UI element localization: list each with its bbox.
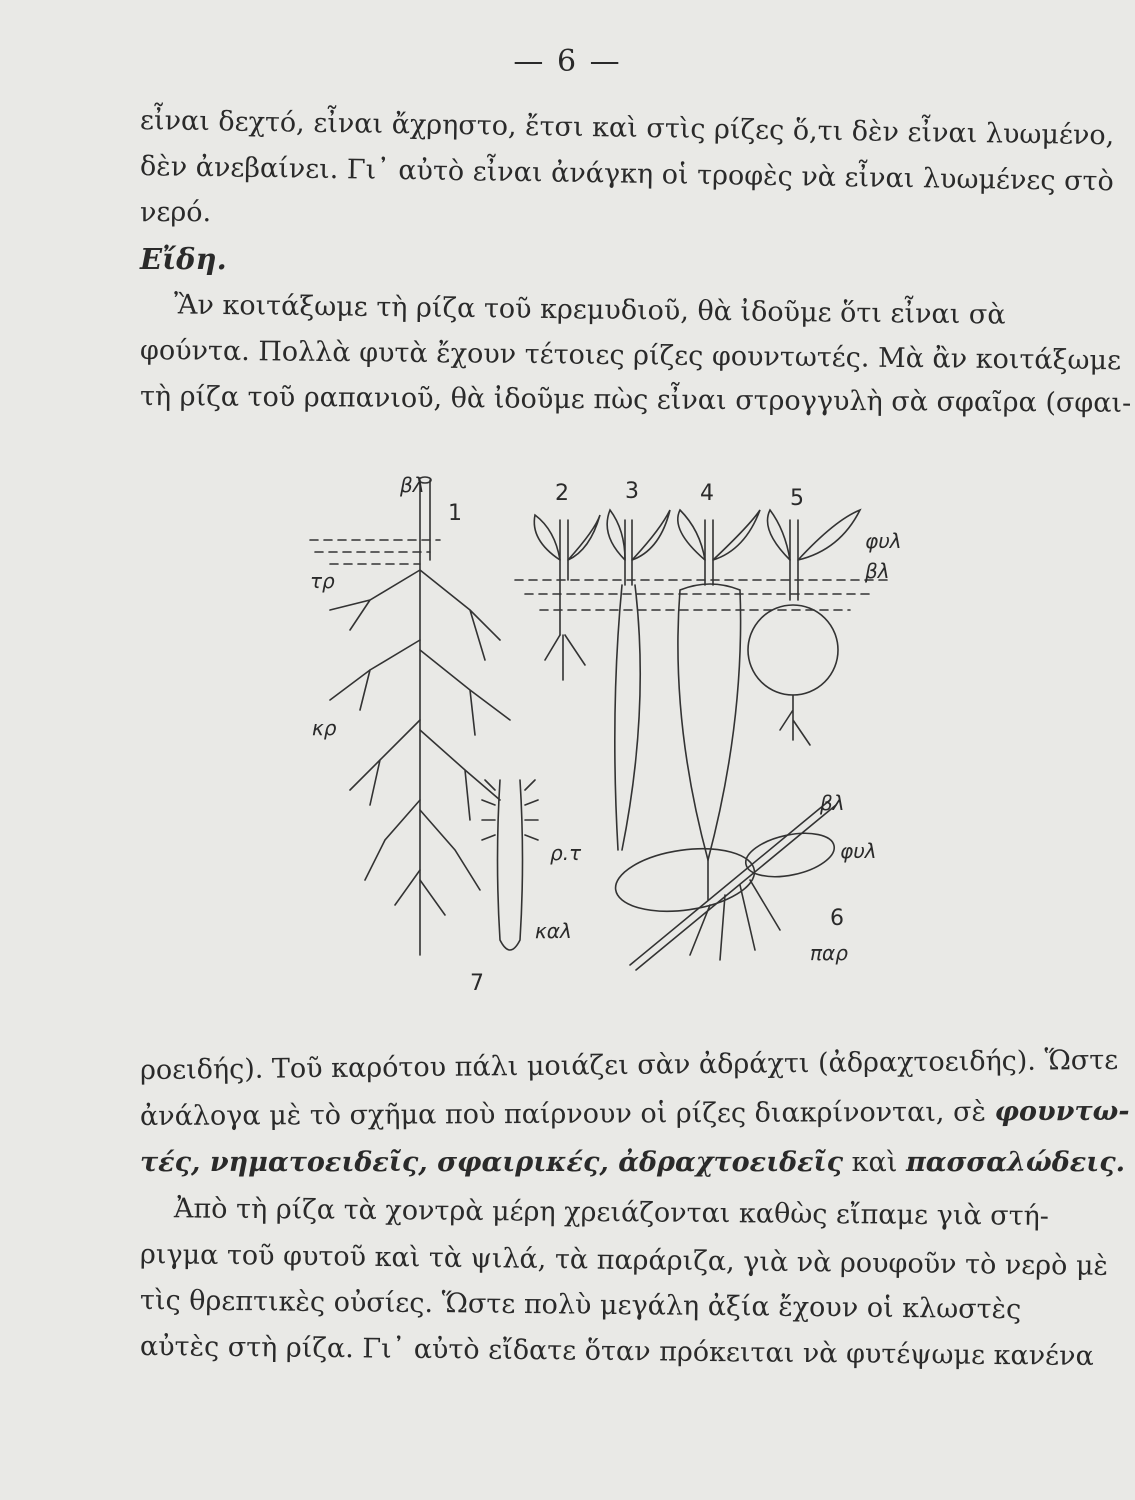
text-line: Ἀπὸ τὴ ρίζα τὰ χοντρὰ μέρη χρειάζονται καθὼς εἴπαμε γιὰ στή- — [173, 1193, 1050, 1232]
text-line: αὐτὲς στὴ ρίζα. Γι᾽ αὐτὸ εἴδατε ὅταν πρόκειται νὰ φυτέψωμε κανένα — [139, 1331, 1094, 1372]
emphasis-term: πασσαλώδεις. — [905, 1147, 1126, 1178]
text-line — [140, 1140, 1126, 1186]
text-line: τὴ ρίζα τοῦ ραπανιοῦ, θὰ ἰδοῦμε πὼς εἶναι στρογγυλὴ σὰ σφαῖρα (σφαι- — [139, 381, 1132, 419]
label-number-1: 1 — [448, 501, 462, 526]
text-line: ριγμα τοῦ φυτοῦ καὶ τὰ ψιλά, τὰ παράριζα, γιὰ νὰ ρουφοῦν τὸ νερὸ μὲ — [139, 1239, 1109, 1282]
label-par: παρ — [810, 941, 848, 965]
text-span: ἀνάλογα μὲ τὸ σχῆμα ποὺ παίρνουν οἱ ρίζες διακρίνονται, σὲ — [139, 1096, 987, 1132]
text-line: Ἂν κοιτάξωμε τὴ ρίζα τοῦ κρεμυδιοῦ, θὰ ἰδοῦμε ὅτι εἶναι σὰ — [173, 289, 1006, 331]
label-bl-top: βλ — [865, 559, 890, 583]
section-heading: Εἴδη. — [140, 242, 227, 276]
top-paragraph — [139, 98, 1132, 420]
text-line: τὶς θρεπτικὲς οὐσίες. Ὥστε πολὺ μεγάλη ἀξία ἔχουν οἱ κλωστὲς — [139, 1285, 1022, 1326]
roots-figure — [270, 460, 930, 1010]
text-span: καὶ — [851, 1147, 898, 1178]
text-line: νερό. — [140, 197, 212, 228]
text-line — [139, 1089, 1130, 1140]
text-line: φούντα. Πολλὰ φυτὰ ἔχουν τέτοιες ρίζες φουντωτές. Μὰ ἂν κοιτάξωμε — [139, 335, 1122, 377]
bottom-paragraph — [139, 1044, 1130, 1372]
label-tr: τρ — [310, 569, 335, 593]
label-fyl-top: φυλ — [865, 529, 902, 553]
label-kr: κρ — [312, 716, 337, 740]
label-number-2: 2 — [555, 481, 569, 506]
label-rt: ρ.τ — [550, 841, 582, 865]
roots-illustration — [270, 460, 930, 1010]
label-fyl-6: φυλ — [840, 839, 877, 863]
label-number-4: 4 — [700, 481, 714, 506]
emphasis-term: τές, νηματοειδεῖς, σφαιρικές, ἀδραχτοειδεῖς — [140, 1147, 844, 1178]
emphasis-term: φουντω- — [994, 1095, 1130, 1128]
text-line: δὲν ἀνεβαίνει. Γι᾽ αὐτὸ εἶναι ἀνάγκη οἱ τροφὲς νὰ εἶναι λυωμένες στὸ — [139, 151, 1114, 198]
label-number-6: 6 — [830, 906, 844, 931]
label-number-7: 7 — [470, 971, 484, 996]
text-line: ροειδής). Τοῦ καρότου πάλι μοιάζει σὰν ἀδράχτι (ἀδραχτοειδής). Ὥστε — [139, 1044, 1119, 1086]
label-bl-1: βλ — [400, 473, 425, 497]
label-bl-6: βλ — [820, 791, 845, 815]
label-kal: καλ — [535, 919, 572, 943]
page-number: — 6 — — [513, 44, 622, 79]
text-line: εἶναι δεχτό, εἶναι ἄχρηστο, ἔτσι καὶ στὶς ρίζες ὅ,τι δὲν εἶναι λυωμένο, — [139, 105, 1115, 152]
label-number-3: 3 — [625, 479, 639, 504]
label-number-5: 5 — [790, 486, 804, 511]
